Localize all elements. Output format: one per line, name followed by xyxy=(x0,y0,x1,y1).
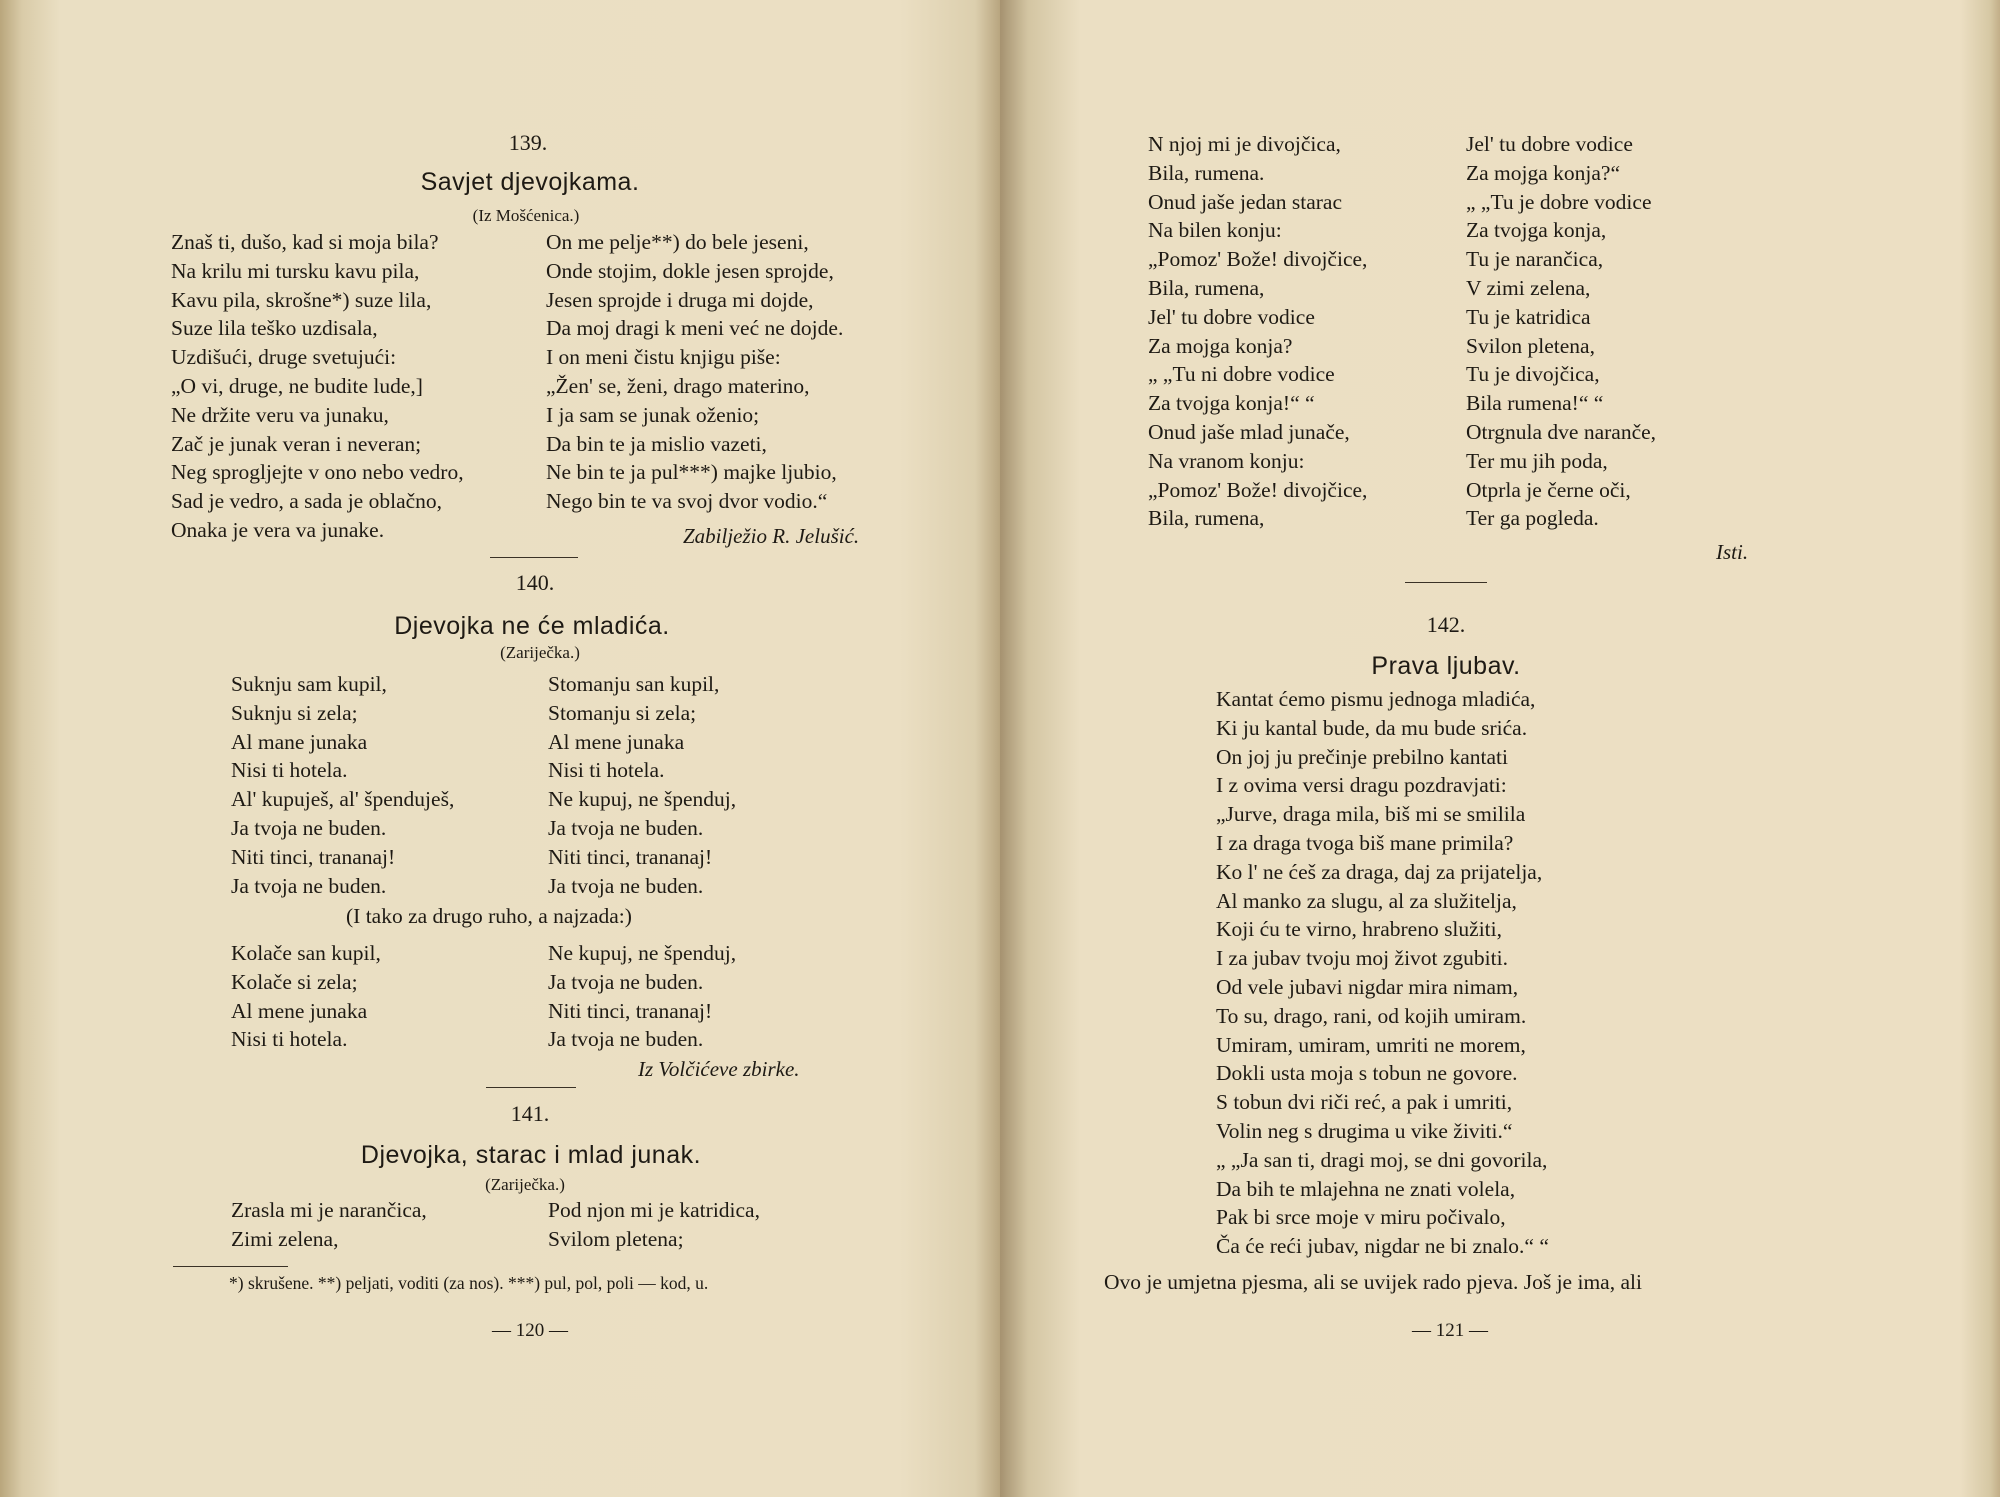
verse-line: Onde stojim, dokle jesen sprojde, xyxy=(546,258,834,283)
poem-origin: (Iz Mošćenica.) xyxy=(472,206,580,225)
verse-line: Ne bin te ja pul***) majke ljubio, xyxy=(546,460,837,485)
verse-line: Onud jaše jedan starac xyxy=(1148,189,1343,214)
verse-line: Na vranom konju: xyxy=(1148,448,1305,473)
verse-line: Volin neg s drugima u vike živiti.“ xyxy=(1216,1118,1513,1143)
verse-line: Nisi ti hotela. xyxy=(548,758,665,783)
poem-note: (I tako za drugo ruho, a najzada:) xyxy=(346,904,632,928)
footnote-rule xyxy=(173,1266,288,1267)
verse-line: Ča će reći jubav, nigdar ne bi znalo.“ “ xyxy=(1216,1234,1549,1259)
verse-line: Ter mu jih poda, xyxy=(1466,448,1608,473)
verse-line: Dokli usta moja s tobun ne govore. xyxy=(1216,1061,1518,1086)
verse-line: Sad je vedro, a sada je oblačno, xyxy=(171,489,443,514)
verse-line: Od vele jubavi nigdar mira nimam, xyxy=(1216,974,1519,999)
verse-line: Bila, rumena, xyxy=(1148,275,1265,300)
verse-line: Ko l' ne ćeš za draga, daj za prijatelja, xyxy=(1216,859,1543,884)
verse-line: Znaš ti, dušo, kad si moja bila? xyxy=(171,230,439,254)
poem-column-left xyxy=(1148,130,1367,533)
poem-column-right xyxy=(1466,130,1656,533)
verse-line: Kolače san kupil, xyxy=(231,941,381,965)
verse-line: Bila rumena!“ “ xyxy=(1466,391,1604,416)
verse-line: Jel' tu dobre vodice xyxy=(1466,132,1633,156)
verse-line: Za mojga konja? xyxy=(1148,333,1293,358)
right-page xyxy=(1000,0,2000,1497)
verse-line: Bila, rumena. xyxy=(1148,160,1265,185)
verse-line: Otrgnula dve narančе, xyxy=(1466,419,1657,444)
verse-line: Da bin te ja mislio vazeti, xyxy=(546,431,767,456)
verse-line: N njoj mi je divojčica, xyxy=(1148,132,1341,156)
verse-line: Ja tvoja ne buden. xyxy=(548,1027,704,1052)
afterword-text: Ovo je umjetna pjesma, ali se uvijek rado pjeva. Još je ima, ali xyxy=(1104,1270,1642,1294)
verse-line: Kolače si zela; xyxy=(231,969,358,994)
verse-line: „Pomoz' Bože! divojčice, xyxy=(1148,247,1368,272)
poem-title: Savjet djevojkama. xyxy=(420,168,640,196)
verse-line: Zač je junak veran i neveran; xyxy=(171,431,422,456)
verse-line: On me pelje**) do bele jeseni, xyxy=(546,230,809,254)
verse-line: Onaka je vera va junake. xyxy=(171,517,385,542)
verse-line: S tobun dvi riči reć, a pak i umriti, xyxy=(1216,1090,1513,1115)
verse-line: Ki ju kantal bude, da mu bude srića. xyxy=(1216,715,1528,740)
verse-line: Al' kupuješ, al' špenduješ, xyxy=(231,787,455,812)
poem-title: Djevojka ne će mladića. xyxy=(394,612,670,640)
poem-title: Prava ljubav. xyxy=(1371,652,1521,680)
verse-line: Onud jaše mlad junače, xyxy=(1148,419,1350,444)
verse-line: Svilom pletena; xyxy=(548,1226,684,1251)
verse-line: Za mojga konja?“ xyxy=(1466,160,1621,185)
poem-number: 142. xyxy=(1426,612,1466,637)
footnote: *) skrušene. **) peljati, voditi (za nos). ***) pul, pol, poli — kod, u. xyxy=(229,1273,709,1293)
verse-line: To su, drago, rani, od kojih umiram. xyxy=(1216,1003,1527,1028)
divider-rule xyxy=(490,557,578,558)
verse-line: Ja tvoja ne buden. xyxy=(231,815,387,840)
verse-line: Uzdišući, druge svetujući: xyxy=(171,345,397,370)
poem-number: 141. xyxy=(510,1101,550,1126)
verse-line: Niti tinci, trananaj! xyxy=(548,998,713,1023)
verse-line: Jesen sprojde i druga mi dojde, xyxy=(546,287,814,312)
verse-line: On joj ju prečinje prebilno kantati xyxy=(1216,744,1508,769)
verse-line: Tu je divojčica, xyxy=(1466,362,1600,387)
verse-line: Tu je narančica, xyxy=(1466,247,1604,272)
verse-line: Al mene junaka xyxy=(231,998,368,1023)
poem-column-right xyxy=(548,670,736,900)
poem-origin: (Zariječka.) xyxy=(485,1175,565,1194)
poem-column-right xyxy=(546,228,843,516)
verse-line: Kavu pila, skrošne*) suze lila, xyxy=(171,287,432,312)
verse-line: Ja tvoja ne buden. xyxy=(548,815,704,840)
verse-line: Bila, rumena, xyxy=(1148,506,1265,531)
verse-line: Svilon pletena, xyxy=(1466,333,1595,358)
verse-line: „ „Ja san ti, dragi moj, se dni govorila, xyxy=(1216,1147,1548,1172)
poem-number: 140. xyxy=(515,570,555,595)
verse-line: Nego bin te va svoj dvor vodio.“ xyxy=(546,489,828,514)
poem-origin: (Zariječka.) xyxy=(500,643,580,662)
verse-line: Otprla je černe oči, xyxy=(1466,477,1631,502)
verse-line: Ne držite veru va junaku, xyxy=(171,402,389,427)
page-number: — 120 — xyxy=(492,1320,568,1341)
verse-line: Koji ću te virno, hrabreno služiti, xyxy=(1216,917,1502,942)
page-number: — 121 — xyxy=(1412,1320,1488,1341)
poem-body xyxy=(1216,685,1549,1261)
verse-line: Ja tvoja ne buden. xyxy=(548,873,704,898)
poem-signature: Isti. xyxy=(1716,540,1749,564)
verse-line: Niti tinci, trananaj! xyxy=(231,844,396,869)
verse-line: „Žen' se, ženi, drago materino, xyxy=(546,373,810,398)
poem-signature: Iz Volčićeve zbirke. xyxy=(638,1057,800,1081)
poem-column-right xyxy=(548,1196,760,1254)
verse-line: Stomanju san kupil, xyxy=(548,672,720,696)
verse-line: Neg sprogljejte v ono nebo vedro, xyxy=(171,460,464,485)
verse-line: Ja tvoja ne buden. xyxy=(231,873,387,898)
verse-line: „ „Tu je dobre vodice xyxy=(1466,189,1652,214)
verse-line: I z ovima versi dragu pozdravjati: xyxy=(1216,773,1507,798)
verse-line: Pod njon mi je katridica, xyxy=(548,1198,760,1222)
verse-line: I ja sam se junak oženio; xyxy=(546,402,760,427)
verse-line: Niti tinci, trananaj! xyxy=(548,844,713,869)
poem-column-left xyxy=(231,1196,427,1254)
verse-line: Tu je katridica xyxy=(1466,304,1591,329)
verse-line: Jel' tu dobre vodice xyxy=(1148,304,1315,329)
verse-line: Na krilu mi tursku kavu pila, xyxy=(171,258,420,283)
verse-line: Al mane junaka xyxy=(231,729,368,754)
verse-line: Pak bi srce moje v miru počivalo, xyxy=(1216,1205,1506,1230)
verse-line: I za draga tvoga biš mane primila? xyxy=(1216,830,1514,855)
verse-line: „O vi, druge, ne budite lude,] xyxy=(171,373,423,398)
verse-line: Nisi ti hotela. xyxy=(231,1027,348,1052)
divider-rule xyxy=(486,1087,576,1088)
verse-line: Ne kupuj, ne špenduj, xyxy=(548,787,737,812)
verse-line: Ne kupuj, ne špenduj, xyxy=(548,941,737,965)
poem-title: Djevojka, starac i mlad junak. xyxy=(360,1141,702,1169)
poem-column-right xyxy=(548,939,736,1054)
verse-line: Da bih te mlajehna ne znati volela, xyxy=(1216,1176,1516,1201)
verse-line: Za tvojga konja!“ “ xyxy=(1148,391,1315,416)
verse-line: Suknju si zela; xyxy=(231,700,358,725)
verse-line: Ja tvoja ne buden. xyxy=(548,969,704,994)
verse-line: Stomanju si zela; xyxy=(548,700,697,725)
verse-line: Ter ga pogleda. xyxy=(1466,506,1599,531)
verse-line: Nisi ti hotela. xyxy=(231,758,348,783)
verse-line: Suze lila teško uzdisala, xyxy=(171,316,378,341)
poem-column-left xyxy=(171,228,464,545)
poem-number: 139. xyxy=(508,130,548,155)
verse-line: I on meni čistu knjigu piše: xyxy=(546,345,781,370)
verse-line: Zimi zelena, xyxy=(231,1226,339,1251)
verse-line: Al manko za slugu, al za služitelja, xyxy=(1216,888,1517,913)
verse-line: „Pomoz' Bože! divojčice, xyxy=(1148,477,1368,502)
verse-line: I za jubav tvoju moj život zgubiti. xyxy=(1216,946,1508,971)
verse-line: Umiram, umiram, umriti ne morem, xyxy=(1216,1032,1526,1057)
verse-line: Za tvojga konja, xyxy=(1466,218,1607,243)
verse-line: Na bilen konju: xyxy=(1148,218,1282,243)
poem-column-left xyxy=(231,670,454,900)
verse-line: Al mene junaka xyxy=(548,729,685,754)
poem-signature: Zabilježio R. Jelušić. xyxy=(683,524,860,548)
divider-rule xyxy=(1405,582,1487,583)
verse-line: V zimi zelena, xyxy=(1466,275,1591,300)
verse-line: „Jurve, draga mila, biš mi se smilila xyxy=(1216,802,1526,827)
verse-line: Da moj dragi k meni već ne dojde. xyxy=(546,316,844,341)
poem-column-left xyxy=(231,939,381,1054)
verse-line: Suknju sam kupil, xyxy=(231,672,387,696)
verse-line: Zrasla mi je narančica, xyxy=(231,1198,427,1222)
verse-line: Kantat ćemo pismu jednoga mladića, xyxy=(1216,687,1536,711)
verse-line: „ „Tu ni dobre vodice xyxy=(1148,362,1335,387)
